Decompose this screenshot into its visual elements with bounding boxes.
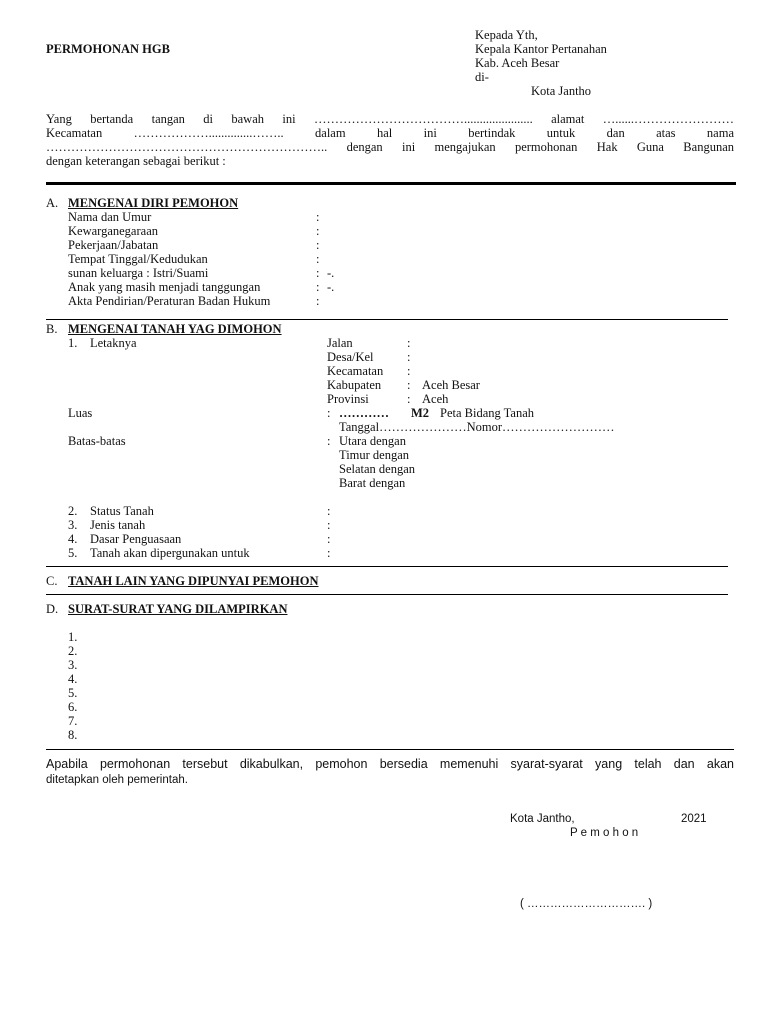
signature-name-line: ( …………………………. ) [520,898,653,910]
luas-dots: ………… [339,406,389,420]
colon: : [327,406,331,420]
intro-line-4: dengan keterangan sebagai berikut : [46,154,226,168]
colon: : [407,378,411,392]
location-label: Kabupaten [327,378,382,392]
colon: : [316,252,320,266]
luas-peta: Peta Bidang Tanah [440,406,535,420]
signature-year: 2021 [681,813,707,825]
tanggal-nomor: Tanggal…………………Nomor……………………… [339,420,615,434]
item-number: 4. [68,532,78,546]
colon: : [327,434,331,448]
colon: : [316,224,320,238]
document-title: PERMOHONAN HGB [46,42,170,56]
attachment-item: 5. [68,686,78,700]
divider-line [46,594,728,595]
colon: : [407,364,411,378]
colon: : [407,336,411,350]
section-a-letter: A. [46,196,59,210]
colon: : [327,518,331,532]
item-label: Jenis tanah [90,518,146,532]
location-label: Kecamatan [327,364,384,378]
closing-line-2: ditetapkan oleh pemerintah. [46,774,188,786]
signature-place: Kota Jantho, [510,813,575,825]
section-a-label: Nama dan Umur [68,210,152,224]
divider-line [46,566,728,567]
divider-line [46,749,734,750]
colon: : [316,266,320,280]
section-c-title: TANAH LAIN YANG DIPUNYAI PEMOHON [68,574,319,588]
section-a-label: Anak yang masih menjadi tanggungan [68,280,261,294]
section-a-value: -. [327,266,335,280]
item-label: Tanah akan dipergunakan untuk [90,546,250,560]
section-b-title: MENGENAI TANAH YAG DIMOHON [68,322,282,336]
batas-label: Batas-batas [68,434,126,448]
recipient-line-2: Kepala Kantor Pertanahan [475,42,607,56]
attachment-item: 6. [68,700,78,714]
recipient-line-5: Kota Jantho [531,84,592,98]
item-number: 5. [68,546,78,560]
item-number: 2. [68,504,78,518]
section-a-label: Tempat Tinggal/Kedudukan [68,252,208,266]
location-value: Aceh Besar [422,378,480,392]
batas-item: Selatan dengan [339,462,416,476]
item-number: 3. [68,518,78,532]
luas-label: Luas [68,406,93,420]
batas-item: Timur dengan [339,448,410,462]
luas-unit: M2 [411,406,430,420]
attachment-item: 3. [68,658,78,672]
closing-line-1: Apabila permohonan tersebut dikabulkan, pemohon bersedia memenuhi syarat-syarat yang telah dan akan [46,757,734,771]
colon: : [327,532,331,546]
attachment-item: 2. [68,644,78,658]
attachment-item: 8. [68,728,78,742]
attachment-item: 1. [68,630,78,644]
section-d-title: SURAT-SURAT YANG DILAMPIRKAN [68,602,288,616]
section-a-label: Pekerjaan/Jabatan [68,238,159,252]
item-label: Status Tanah [90,504,154,518]
batas-item: Utara dengan [339,434,406,448]
colon: : [407,350,411,364]
section-a-title: MENGENAI DIRI PEMOHON [68,196,239,210]
location-label: Provinsi [327,392,369,406]
recipient-line-1: Kepada Yth, [475,28,538,42]
thick-divider [46,182,736,185]
attachment-item: 4. [68,672,78,686]
colon: : [316,294,320,308]
section-d-letter: D. [46,602,59,616]
colon: : [316,238,320,252]
intro-line-2: Kecamatan ………………..............…….. dalam hal ini bertindak untuk dan atas nama [46,126,734,140]
section-c-letter: C. [46,574,58,588]
colon: : [316,280,320,294]
section-b-letter: B. [46,322,58,336]
intro-line-3: ………………………………………………………….. dengan ini mengajukan permohonan Hak Guna Bangunan [46,140,734,154]
location-label: Jalan [327,336,353,350]
location-label: Desa/Kel [327,350,374,364]
intro-line-1: Yang bertanda tangan di bawah ini ………………………………...................... alamat …......…………………… [46,112,734,126]
signature-role: P e m o h o n [570,827,639,839]
divider-line [46,319,728,320]
item-label: Letaknya [90,336,137,350]
recipient-line-4: di- [475,70,489,84]
batas-item: Barat dengan [339,476,406,490]
section-a-label: sunan keluarga : Istri/Suami [68,266,209,280]
colon: : [316,210,320,224]
section-a-label: Kewarganegaraan [68,224,158,238]
item-label: Dasar Penguasaan [90,532,182,546]
colon: : [327,504,331,518]
section-a-value: -. [327,280,335,294]
attachment-item: 7. [68,714,78,728]
recipient-line-3: Kab. Aceh Besar [475,56,560,70]
item-number: 1. [68,336,78,350]
section-a-label: Akta Pendirian/Peraturan Badan Hukum [68,294,271,308]
location-value: Aceh [422,392,449,406]
colon: : [407,392,411,406]
colon: : [327,546,331,560]
